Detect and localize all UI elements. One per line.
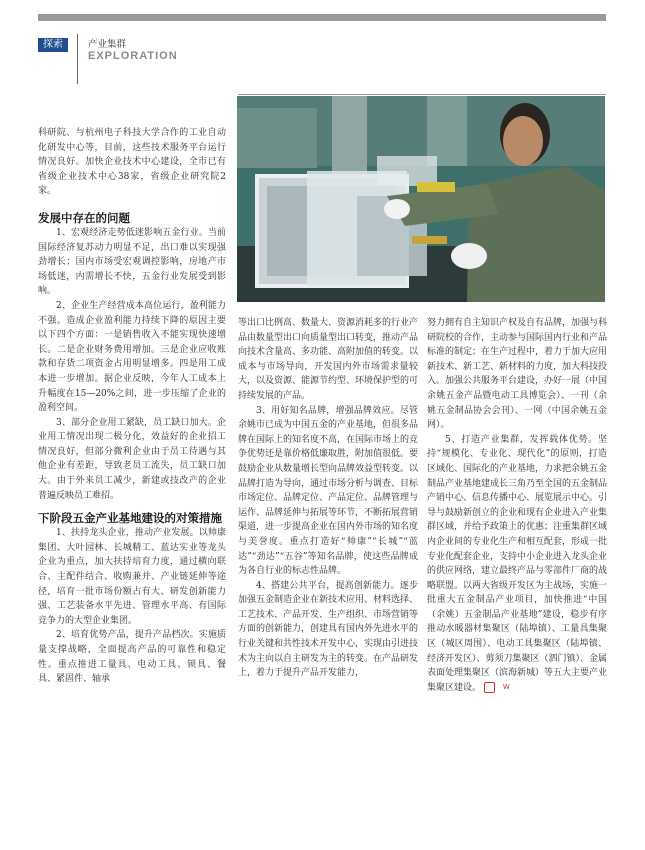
section-title-en: EXPLORATION <box>88 50 178 62</box>
paragraph-continued: 努力拥有自主知识产权及自有品牌，加强与科研院校的合作，主动参与国际国内行业和产品标准的制定；在生产过程中，着力于加大应用新技术、新工艺、新材料的力度，加大科技投入。加强公共服务平台建设，办好一展（中国余姚五金产品暨电动工具博览会）、一刊（余姚五金制品协会会刊）、一网（中国余姚五金网）。 <box>427 318 608 431</box>
end-mark-icon: W <box>484 682 495 693</box>
top-rule <box>38 14 606 21</box>
section-title-cn: 产业集群 <box>88 39 127 50</box>
intro-paragraph: 科研院、与杭州电子科技大学合作的工业自动化研发中心等，目前，这些技术服务平台运行情况良好。加快企业技术中心建设，全市已有省级企业技术中心38家，省级企业研究院2家。 <box>38 128 226 197</box>
paragraph-text: 5、打造产业集群，发挥载体优势。坚持“规模化、专业化、现代化”的原则，打造区域化、国际化的产业基地，力求把余姚五金制品产业基地建成长三角乃至全国的五金制品产销中心、信息传播中心、展览展示中心。引导与鼓励新创立的企业和现有企业进入产业集群区域，并给予政策上的优惠；注重集群区域内企业间的专业化生产和相互配套，形成一批专业化配套企业，支持中小企业进入龙头企业的供应网络，建立最终产品与零部件厂商的战略联盟。以两大省级开发区为主战场，实施一批重大五金制品产业项目，加快推进“中国（余姚）五金制品产业基地”建设，稳步有序推动水暖器材集聚区（陆埠镇）、工量具集聚区（城区周围）、电动工具集聚区（陆埠镇、经济开发区）、剪须刀集聚区（泗门镇）、金属表面处理集聚区（滨海新城）等五大主要产业集聚区建设。 <box>427 434 608 693</box>
column-1 <box>38 126 226 687</box>
paragraph: 4、搭建公共平台，提高创新能力。逐步加强五金制造企业在新技术应用、材料选择、工艺技术、产品开发、生产组织、市场营销等方面的创新能力，创建具有国内外先进水平的行业关键和共性技术开发中心，实现由引进技术为主向以自主研发为主的转变。在产品研发上，着力于提升产品开发能力， <box>238 580 419 679</box>
paragraph: 2、企业生产经营成本高位运行，盈利能力不强。造成企业盈利能力持续下降的原因主要以下四个方面：一是销售收入不能实现快速增长。二是企业财务费用增加。三是企业应收账款和存货二项资金占用明显增多。四是用工成本进一步增加。据企业反映，今年人工成本上升幅度在15—20%之间，进一步压缩了企业的盈利空间。 <box>38 300 226 414</box>
column-3 <box>427 316 607 695</box>
heading-measures: 下阶段五金产业基地建设的对策措施 <box>38 511 222 526</box>
section-tag: 探索 <box>38 38 68 52</box>
paragraph: 3、用好知名品牌，增强品牌效应。尽管余姚市已成为中国五金的产业基地，但很多品牌在国际上的知名度不高，在国际市场上的竞争优势还是靠价格低廉取胜，附加值很低。要鼓励企业从数量增长型向品牌效益型转变。以品牌打造为导向，通过市场分析与调查、目标市场定位、品牌定位、产品定位、品牌管理与运作、品牌延伸与拓展等环节，不断拓展营销渠道，进一步提高企业在国内外市场的知名度与美誉度。重点打造好“帅康”“长城”“蓝达”“劲达”“五谷”等知名品牌，使这些品牌成为各自行业的标志性品牌。 <box>238 405 419 577</box>
paragraph: 1、宏观经济走势低迷影响五金行业。当前国际经济复苏动力明显不足，出口难以实现强劲增长；国内市场受宏观调控影响，房地产市场低迷，内需增长不快，五金行业发展受到影响。 <box>38 227 226 297</box>
header-divider <box>77 34 78 84</box>
paragraph-continued: 等出口比例高、数量大、资源消耗多的行业产品由数量型出口向质量型出口转变，推动产品向技术含量高、多功能、高附加值的转变。以成本与市场导向，开发国内外市场需求量较大，以及资源、能源节约型、环境保护型的可持续发展的产品。 <box>238 318 419 401</box>
paragraph: 1、扶持龙头企业，推动产业发展。以帅康集团、大叶园林、长城精工、蓝达实业等龙头企业为重点，加大扶持培育力度，通过横向联合、主配件结合、收购兼并、产业链延伸等途径，培育一批市场份额占有大、研发创新能力强、工艺装备水平先进、管理水平高、有国际竞争力的大型企业集团。 <box>38 528 226 626</box>
paragraph <box>427 433 607 696</box>
heading-problems: 发展中存在的问题 <box>38 210 130 225</box>
paragraph: 2、培育优势产品，提升产品档次。实施质量支撑战略，全面提高产品的可靠性和稳定性。重点推进工量具、电动工具、锁具、餐具、紧固件、轴承 <box>38 630 226 685</box>
column-2 <box>238 316 418 681</box>
worker-assembling-panel-photo <box>237 96 605 302</box>
paragraph: 3、部分企业用工紧缺，员工缺口加大。企业用工情况出现二极分化，效益好的企业招工情况良好，但部分微利企业由于员工待遇与其他企业有差距，导致老员工流失，员工缺口加大。由于外来员工减少，新建或技改产的企业普遍反映员工难招。 <box>38 417 226 501</box>
photo-rule <box>238 94 606 95</box>
